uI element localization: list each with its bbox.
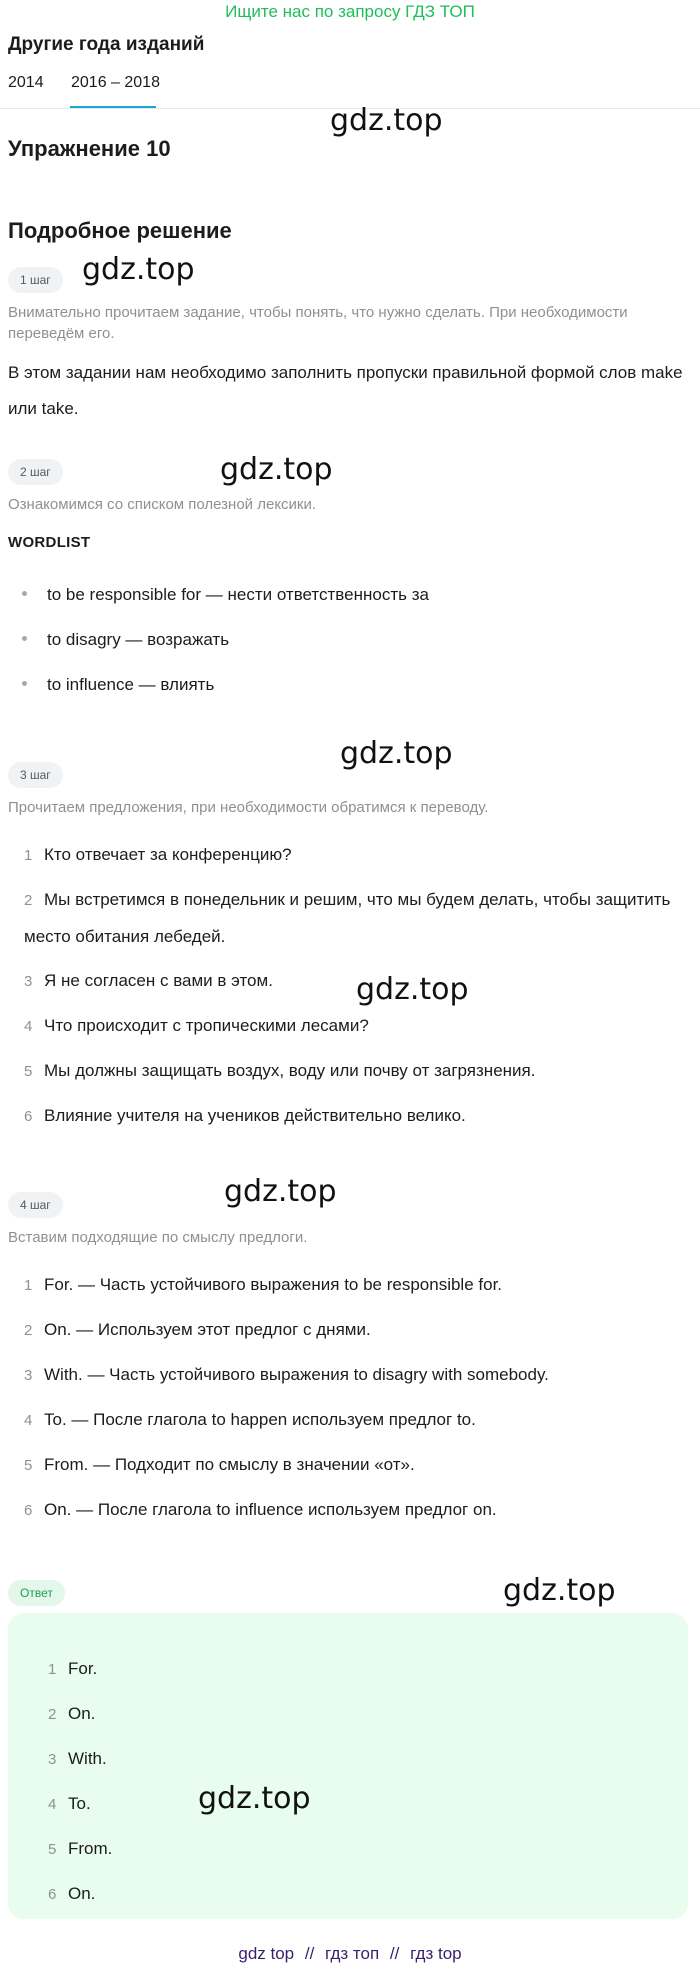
item-text: From. — Подходит по смыслу в значении «от». <box>44 1455 415 1474</box>
bullet-dot <box>22 681 27 686</box>
item-number: 4 <box>24 1412 33 1429</box>
active-tab-indicator <box>70 106 156 108</box>
item-number: 3 <box>48 1751 57 1768</box>
step-2-hint: Ознакомимся со списком полезной лексики. <box>8 496 317 513</box>
exercise-title: Упражнение 10 <box>8 136 171 161</box>
solution-title: Подробное решение <box>8 218 232 243</box>
step-3-hint: Прочитаем предложения, при необходимости обратимся к переводу. <box>8 799 489 816</box>
footer-separator: // <box>389 1944 400 1963</box>
item-number: 3 <box>24 1367 33 1384</box>
watermark: gdz.top <box>340 736 453 771</box>
watermark: gdz.top <box>356 972 469 1007</box>
item-text: On. — Используем этот предлог с днями. <box>44 1320 371 1339</box>
answer-badge: Ответ <box>8 1580 65 1606</box>
footer-link-gdz-top[interactable]: gdz top <box>238 1944 295 1963</box>
item-number: 2 <box>24 1322 33 1339</box>
list-item <box>24 1312 674 1349</box>
step-badge-4: 4 шаг <box>8 1192 63 1218</box>
item-text: Я не согласен с вами в этом. <box>44 971 273 990</box>
answer-item <box>48 1839 112 1859</box>
item-text: With. — Часть устойчивого выражения to disagry with somebody. <box>44 1365 549 1384</box>
list-item <box>24 1447 674 1484</box>
item-text: On. — После глагола to influence используем предлог on. <box>44 1500 497 1519</box>
item-number: 1 <box>24 1277 33 1294</box>
item-text: On. <box>68 1704 96 1723</box>
step-badge-2: 2 шаг <box>8 459 63 485</box>
item-text: With. <box>68 1749 107 1768</box>
wordlist-heading: WORDLIST <box>8 534 91 551</box>
watermark: gdz.top <box>503 1573 616 1608</box>
list-item <box>24 963 674 1000</box>
tab-2014[interactable]: 2014 <box>8 74 44 91</box>
footer-separator: // <box>304 1944 315 1963</box>
answer-item <box>48 1704 95 1724</box>
item-text: To. <box>68 1794 91 1813</box>
list-item <box>24 1008 674 1045</box>
item-number: 4 <box>48 1796 57 1813</box>
answer-item <box>48 1884 95 1904</box>
item-number: 4 <box>24 1018 33 1035</box>
item-number: 1 <box>48 1661 57 1678</box>
list-item <box>24 1053 674 1090</box>
footer-link-gdz-top-ru[interactable]: гдз топ <box>325 1944 380 1963</box>
step-badge-3: 3 шаг <box>8 762 63 788</box>
answer-item <box>48 1659 97 1679</box>
item-text: Мы встретимся в понедельник и решим, что мы будем делать, чтобы защитить место обитания лебедей. <box>24 890 671 946</box>
footer-link-gdz-top-mixed[interactable]: гдз top <box>410 1944 462 1963</box>
watermark: gdz.top <box>198 1781 311 1816</box>
watermark: gdz.top <box>220 452 333 487</box>
item-number: 5 <box>48 1841 57 1858</box>
footer-links <box>0 1944 700 1964</box>
watermark: gdz.top <box>82 252 195 287</box>
item-number: 1 <box>24 847 33 864</box>
item-number: 5 <box>24 1457 33 1474</box>
wordlist-entry: to disagry — возражать <box>47 630 230 649</box>
list-item <box>24 1492 674 1529</box>
step-1-hint: Внимательно прочитаем задание, чтобы понять, что нужно сделать. При необходимости переведём его. <box>8 304 628 342</box>
item-number: 2 <box>24 892 33 909</box>
list-item <box>22 675 214 695</box>
watermark: gdz.top <box>330 103 443 138</box>
item-text: To. — После глагола to happen используем предлог to. <box>44 1410 476 1429</box>
answer-item <box>48 1749 107 1769</box>
item-number: 3 <box>24 973 33 990</box>
tab-2016-2018[interactable]: 2016 – 2018 <box>71 74 160 91</box>
answer-box <box>8 1613 688 1919</box>
list-item <box>22 630 229 650</box>
editions-heading: Другие года изданий <box>8 34 205 55</box>
list-item <box>24 837 674 874</box>
list-item <box>24 1267 674 1304</box>
item-text: From. <box>68 1839 113 1858</box>
item-number: 6 <box>24 1502 33 1519</box>
item-number: 6 <box>24 1108 33 1125</box>
answer-item <box>48 1794 91 1814</box>
watermark: gdz.top <box>224 1174 337 1209</box>
item-text: For. <box>68 1659 98 1678</box>
list-item <box>22 585 429 605</box>
step-4-hint: Вставим подходящие по смыслу предлоги. <box>8 1229 308 1246</box>
bullet-dot <box>22 636 27 641</box>
list-item <box>24 1357 674 1394</box>
wordlist-entry: to influence — влиять <box>47 675 215 694</box>
list-item <box>24 1098 674 1135</box>
step-1-text: В этом задании нам необходимо заполнить пропуски правильной формой слов make или take. <box>8 363 683 418</box>
list-item <box>24 882 674 955</box>
item-text: Влияние учителя на учеников действительно велико. <box>44 1106 466 1125</box>
bullet-dot <box>22 591 27 596</box>
wordlist-entry: to be responsible for — нести ответственность за <box>47 585 429 604</box>
step-badge-1: 1 шаг <box>8 267 63 293</box>
item-text: Что происходит с тропическими лесами? <box>44 1016 369 1035</box>
item-number: 2 <box>48 1706 57 1723</box>
item-text: Кто отвечает за конференцию? <box>44 845 292 864</box>
item-number: 6 <box>48 1886 57 1903</box>
item-number: 5 <box>24 1063 33 1080</box>
item-text: On. <box>68 1884 96 1903</box>
list-item <box>24 1402 674 1439</box>
item-text: For. — Часть устойчивого выражения to be responsible for. <box>44 1275 503 1294</box>
item-text: Мы должны защищать воздух, воду или почву от загрязнения. <box>44 1061 536 1080</box>
search-promo-banner: Ищите нас по запросу ГДЗ ТОП <box>225 2 475 21</box>
